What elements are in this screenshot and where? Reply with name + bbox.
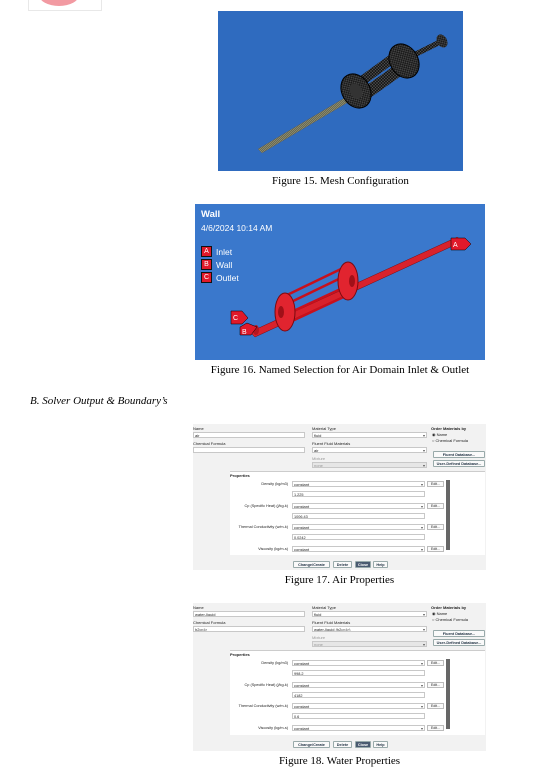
figure-17-caption: Figure 17. Air Properties <box>284 574 395 586</box>
thermal-conductivity-edit-button[interactable]: Edit... <box>427 703 444 709</box>
marker-outlet-label: C <box>233 315 239 322</box>
fluent-materials-select[interactable]: air ▾ <box>312 447 427 453</box>
user-defined-database-button[interactable]: User-Defined Database... <box>433 460 485 467</box>
mesh-configuration-figure <box>218 11 463 171</box>
change-create-button[interactable]: Change/Create <box>293 741 330 748</box>
density-edit-button[interactable]: Edit... <box>427 660 444 666</box>
properties-scrollbar[interactable] <box>446 480 450 550</box>
mixture-label: Mixture <box>312 635 326 640</box>
name-field[interactable]: water-liquid <box>193 611 305 617</box>
viscosity-label: Viscosity (kg/m-s) <box>258 726 288 730</box>
delete-button[interactable]: Delete <box>333 561 352 568</box>
thermal-conductivity-value[interactable]: 0.6 <box>292 713 425 719</box>
thermal-conductivity-edit-button[interactable]: Edit... <box>427 524 444 530</box>
material-type-select[interactable]: fluid ▾ <box>312 611 427 617</box>
figure-15-caption: Figure 15. Mesh Configuration <box>272 175 409 187</box>
thermal-conductivity-label: Thermal Conductivity (w/m-k) <box>238 525 288 529</box>
marker-wall-label: B <box>242 329 247 336</box>
name-label: Name <box>193 426 204 431</box>
properties-label: Properties <box>230 652 250 657</box>
thermal-conductivity-method-select[interactable]: constant ▾ <box>292 524 425 530</box>
figure-16-caption: Figure 16. Named Selection for Air Domain Inlet & Outlet <box>210 364 470 376</box>
user-defined-database-button[interactable]: User-Defined Database... <box>433 639 485 646</box>
properties-scrollbar[interactable] <box>446 659 450 729</box>
viscosity-method-select[interactable]: constant ▾ <box>292 725 425 731</box>
order-materials-label: Order Materials by <box>431 426 467 431</box>
chemical-formula-field[interactable] <box>193 447 305 453</box>
chemical-formula-label: Chemical Formula <box>193 620 226 625</box>
cp-edit-button[interactable]: Edit... <box>427 503 444 509</box>
fluent-database-button[interactable]: Fluent Database... <box>433 451 485 458</box>
named-selection-title: Wall <box>201 209 221 220</box>
material-type-label: Material Type <box>312 605 336 610</box>
legend-item-outlet: C Outlet <box>201 272 239 283</box>
density-method-select[interactable]: constant ▾ <box>292 481 425 487</box>
help-button[interactable]: Help <box>373 741 388 748</box>
name-field[interactable]: air <box>193 432 305 438</box>
chemical-formula-label: Chemical Formula <box>193 441 226 446</box>
properties-panel <box>230 471 485 555</box>
close-button[interactable]: Close <box>355 561 371 568</box>
thermal-conductivity-label: Thermal Conductivity (w/m-k) <box>238 704 288 708</box>
cp-method-select[interactable]: constant ▾ <box>292 682 425 688</box>
thermal-conductivity-value[interactable]: 0.0242 <box>292 534 425 540</box>
cp-method-select[interactable]: constant ▾ <box>292 503 425 509</box>
order-by-formula-radio[interactable]: ○ Chemical Formula <box>432 617 468 622</box>
density-value[interactable]: 1.225 <box>292 491 425 497</box>
mixture-select[interactable]: none ▾ <box>312 641 427 647</box>
fluent-materials-label: Fluent Fluid Materials <box>312 441 351 446</box>
journal-logo <box>28 0 102 11</box>
density-label: Density (kg/m3) <box>261 661 288 665</box>
order-by-name-radio[interactable]: ◉ Name <box>432 432 448 437</box>
cp-label: Cp (Specific Heat) (j/kg-k) <box>244 683 288 687</box>
cp-edit-button[interactable]: Edit... <box>427 682 444 688</box>
legend-item-wall: B Wall <box>201 259 232 270</box>
change-create-button[interactable]: Change/Create <box>293 561 330 568</box>
material-type-select[interactable]: fluid ▾ <box>312 432 427 438</box>
fluent-database-button[interactable]: Fluent Database... <box>433 630 485 637</box>
delete-button[interactable]: Delete <box>333 741 352 748</box>
order-materials-label: Order Materials by <box>431 605 467 610</box>
density-edit-button[interactable]: Edit... <box>427 481 444 487</box>
cp-label: Cp (Specific Heat) (j/kg-k) <box>244 504 288 508</box>
named-selection-figure <box>195 204 485 360</box>
thermal-conductivity-method-select[interactable]: constant ▾ <box>292 703 425 709</box>
mixture-label: Mixture <box>312 456 326 461</box>
fluent-materials-label: Fluent Fluid Materials <box>312 620 351 625</box>
order-by-name-radio[interactable]: ◉ Name <box>432 611 448 616</box>
material-type-label: Material Type <box>312 426 336 431</box>
order-by-formula-radio[interactable]: ○ Chemical Formula <box>432 438 468 443</box>
viscosity-edit-button[interactable]: Edit... <box>427 725 444 731</box>
properties-panel <box>230 650 485 735</box>
fluent-materials-select[interactable]: water-liquid (h2o<l>) ▾ <box>312 626 427 632</box>
viscosity-edit-button[interactable]: Edit... <box>427 546 444 552</box>
water-materials-dialog <box>193 603 486 751</box>
density-label: Density (kg/m3) <box>261 482 288 486</box>
properties-label: Properties <box>230 473 250 478</box>
name-label: Name <box>193 605 204 610</box>
air-materials-dialog <box>193 424 486 570</box>
figure-18-caption: Figure 18. Water Properties <box>278 755 401 767</box>
viscosity-label: Viscosity (kg/m-s) <box>258 547 288 551</box>
marker-inlet-label: A <box>453 242 458 249</box>
named-selection-date: 4/6/2024 10:14 AM <box>201 223 273 233</box>
legend-item-inlet: A Inlet <box>201 246 232 257</box>
cp-value[interactable]: 4182 <box>292 692 425 698</box>
viscosity-method-select[interactable]: constant ▾ <box>292 546 425 552</box>
density-value[interactable]: 998.2 <box>292 670 425 676</box>
cp-value[interactable]: 1006.43 <box>292 513 425 519</box>
help-button[interactable]: Help <box>373 561 388 568</box>
close-button[interactable]: Close <box>355 741 371 748</box>
section-heading: B. Solver Output & Boundary’s <box>30 395 168 407</box>
density-method-select[interactable]: constant ▾ <box>292 660 425 666</box>
chemical-formula-field[interactable]: h2o<l> <box>193 626 305 632</box>
mixture-select[interactable]: none ▾ <box>312 462 427 468</box>
